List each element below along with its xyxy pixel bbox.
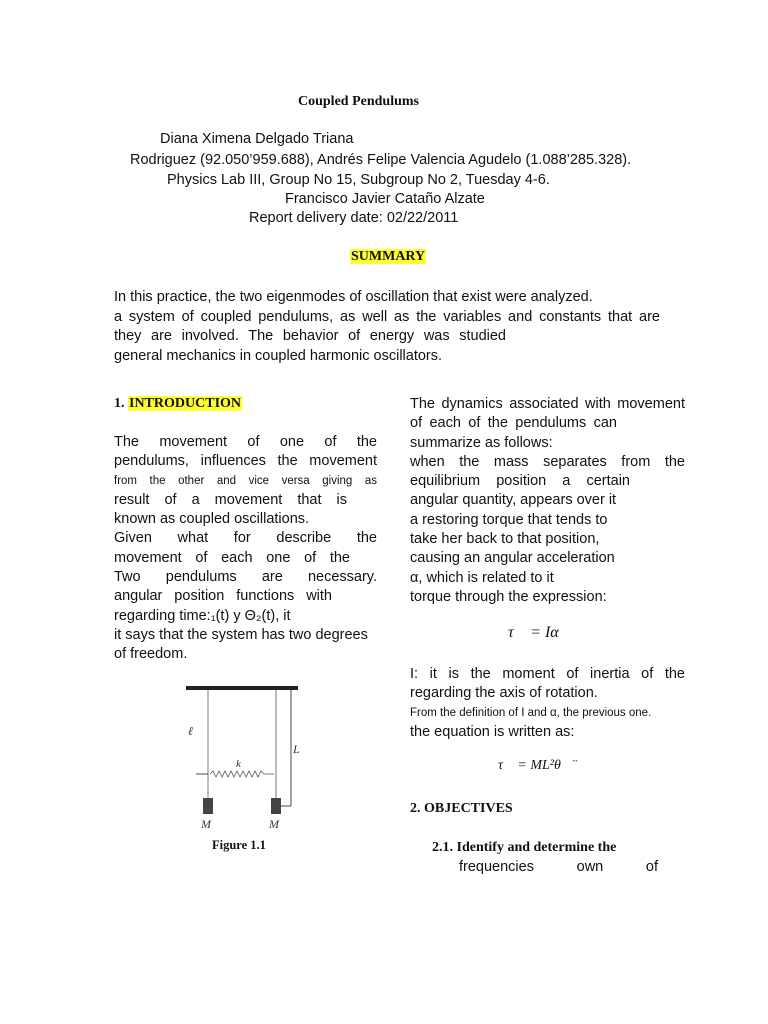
- label-L: L: [293, 742, 300, 756]
- objective-2-1-body: [459, 858, 658, 877]
- intro-line: angular position functions with: [114, 588, 332, 605]
- objectives-heading: 2. OBJECTIVES: [410, 801, 513, 816]
- summary-line-4: general mechanics in coupled harmonic oscillators.: [114, 347, 443, 364]
- inertia-text: [410, 665, 685, 742]
- figure-caption: Figure 1.1: [212, 838, 266, 852]
- dynamics-line: causing an angular acceleration: [410, 550, 615, 567]
- delivery-date: Report delivery date: 02/22/2011: [249, 210, 459, 226]
- summary-line-3: they are involved. The behavior of energy was studied: [114, 328, 506, 344]
- intro-line: known as coupled oscillations.: [114, 511, 310, 528]
- introduction-body: [114, 433, 377, 665]
- intro-line: result of a movement that is: [114, 491, 347, 508]
- dynamics-line: α, which is related to it: [410, 569, 554, 586]
- dynamics-line: take her back to that position,: [410, 531, 600, 548]
- inertia-line: regarding the axis of rotation.: [410, 685, 598, 702]
- label-mass-2: M: [269, 817, 279, 830]
- summary-line-2: a system of coupled pendulums, as well as the variables and constants that are: [114, 308, 660, 325]
- summary-heading: [350, 249, 426, 265]
- introduction-heading-text: INTRODUCTION: [129, 396, 242, 411]
- intro-line: The movement of one of the: [114, 434, 377, 450]
- affiliation-line: Physics Lab III, Group No 15, Subgroup No 2, Tuesday 4-6.: [167, 172, 550, 188]
- intro-line: pendulums, influences the movement: [114, 453, 377, 470]
- inertia-line: I: it is the moment of inertia of the: [410, 666, 685, 682]
- torque-equation: τ⃗ = Iα⃗: [508, 624, 572, 641]
- left-mass: [203, 798, 213, 814]
- torque-equation-2: τ⃗ = ML²θ⃗̈: [498, 758, 572, 773]
- summary-heading-text: SUMMARY: [351, 249, 426, 264]
- support-bar: [186, 686, 298, 690]
- dynamics-line: a restoring torque that tends to: [410, 511, 608, 528]
- dynamics-line: when the mass separates from the: [410, 453, 685, 470]
- introduction-heading: [114, 396, 242, 412]
- objective-line: frequencies own of: [459, 859, 658, 875]
- label-l: ℓ: [188, 724, 193, 738]
- coupling-spring: [210, 771, 274, 777]
- author-line-2: Rodriguez (92.050’959.688), Andrés Felipe Valencia Agudelo (1.088’285.328).: [130, 152, 632, 168]
- intro-line: regarding time:₁(t) y Θ₂(t), it: [114, 607, 291, 624]
- author-line-1: Diana Ximena Delgado Triana: [160, 131, 354, 147]
- intro-line: movement of each one of the: [114, 549, 350, 566]
- inertia-line: From the definition of I and α, the previous one.: [410, 706, 652, 719]
- intro-line: Given what for describe the: [114, 530, 377, 547]
- intro-line: it says that the system has two degrees: [114, 626, 368, 643]
- professor-line: Francisco Javier Cataño Alzate: [285, 191, 485, 207]
- summary-line-1: In this practice, the two eigenmodes of oscillation that exist were analyzed.: [114, 289, 593, 305]
- intro-line: Two pendulums are necessary.: [114, 569, 377, 586]
- intro-line: from the other and vice versa giving as: [114, 474, 377, 487]
- introduction-number: 1.: [114, 396, 125, 411]
- summary-body: [114, 288, 660, 366]
- dynamics-text: [410, 395, 685, 607]
- label-k: k: [236, 758, 241, 770]
- dynamics-line: summarize as follows:: [410, 434, 553, 451]
- dynamics-line: torque through the expression:: [410, 588, 607, 605]
- objective-2-1-heading: 2.1. Identify and determine the: [432, 840, 617, 855]
- right-mass: [271, 798, 281, 814]
- page-title: Coupled Pendulums: [298, 94, 419, 109]
- dynamics-line: of each of the pendulums can: [410, 415, 617, 432]
- label-mass-1: M: [201, 817, 211, 830]
- coupled-pendulum-figure: [180, 680, 310, 830]
- dynamics-line: equilibrium position a certain: [410, 473, 630, 490]
- dynamics-line: The dynamics associated with movement: [410, 396, 685, 412]
- dynamics-line: angular quantity, appears over it: [410, 492, 617, 509]
- intro-line: of freedom.: [114, 646, 188, 663]
- inertia-line: the equation is written as:: [410, 723, 575, 740]
